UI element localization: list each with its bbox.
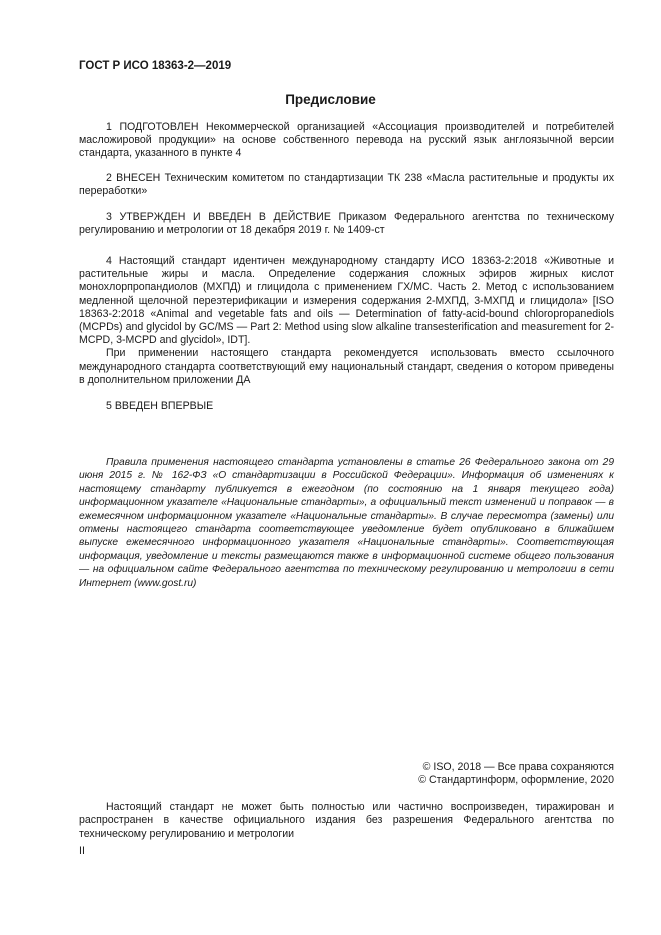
reprint-notice <box>79 801 614 841</box>
application-rules-notice <box>79 456 614 590</box>
reprint-notice-text: Настоящий стандарт не может быть полностью или частично воспроизведен, тиражирован и распространен в качестве официального издания без разрешения Федерального агентства по техническому регулированию и метрологии <box>79 801 614 840</box>
standartinform-copyright: © Стандартинформ, оформление, 2020 <box>418 774 614 787</box>
preface-item-4-text: 4 Настоящий стандарт идентичен международному стандарту ИСО 18363-2:2018 «Животные и растительные жиры и масла. Определение содержания сложных эфиров жирных кислот монохлорпропандиолов (МХПД) и глицидола с применением ГХ/МС. Часть 2. Метод с использованием медленной щелочной переэтерификации и измерения содержания 2-МХПД, 3-МХПД и глицидола» [ISO 18363-2:2018 «Animal and vegetable fats and oils — Determination of fatty-acid-bound chloropropanediols (MCPDs) and glycidol by GC/MS — Part 2: Method using slow alkaline transesterification and measurement for 2-MCPD, 3-MCPD and glycidol», IDT]. <box>79 255 614 347</box>
application-rules-text: Правила применения настоящего стандарта установлены в статье 26 Федерального закона от 29 июня 2015 г. № 162-ФЗ «О стандартизации в Российской Федерации». Информация об изменениях к настоящему стандарту публикуется в ежегодном (по состоянию на 1 января текущего года) информационном указателе «Национальные стандарты», а официальный текст изменений и поправок — в ежемесячном информационном указателе «Национальные стандарты». В случае пересмотра (замены) или отмены настоящего стандарта соответствующее уведомление будет опубликовано в ближайшем выпуске ежемесячного информационного указателя «Национальные стандарты». Соответствующая информация, уведомление и тексты размещаются также в информационной системе общего пользования — на официальном сайте Федерального агентства по техническому регулированию и метрологии в сети Интернет (www.gost.ru) <box>79 457 614 589</box>
preface-title: Предисловие <box>285 92 376 107</box>
copyright-block <box>418 761 614 788</box>
preface-item-5-text: 5 ВВЕДЕН ВПЕРВЫЕ <box>106 400 214 412</box>
preface-item-2-text: 2 ВНЕСЕН Техническим комитетом по стандартизации ТК 238 «Масла растительные и продукты их переработки» <box>79 172 614 198</box>
preface-item-3-text: 3 УТВЕРЖДЕН И ВВЕДЕН В ДЕЙСТВИЕ Приказом Федерального агентства по техническому регулированию и метрологии от 18 декабря 2019 г. № 1409-ст <box>79 211 614 237</box>
preface-item-4-note: При применении настоящего стандарта рекомендуется использовать вместо ссылочного международного стандарта соответствующий ему национальный стандарт, сведения о котором приведены в дополнительном приложении ДА <box>79 347 614 386</box>
preface-item-3 <box>79 211 614 237</box>
page-number: II <box>79 845 85 857</box>
preface-item-5 <box>79 400 614 413</box>
preface-item-4 <box>79 255 614 387</box>
document-code: ГОСТ Р ИСО 18363-2—2019 <box>79 60 232 72</box>
preface-item-1 <box>79 121 614 161</box>
preface-item-2 <box>79 172 614 198</box>
iso-copyright: © ISO, 2018 — Все права сохраняются <box>422 761 614 773</box>
preface-item-1-text: 1 ПОДГОТОВЛЕН Некоммерческой организацией «Ассоциация производителей и потребителей масложировой продукции» на основе собственного перевода на русский язык англоязычной версии стандарта, указанного в пункте 4 <box>79 121 614 160</box>
